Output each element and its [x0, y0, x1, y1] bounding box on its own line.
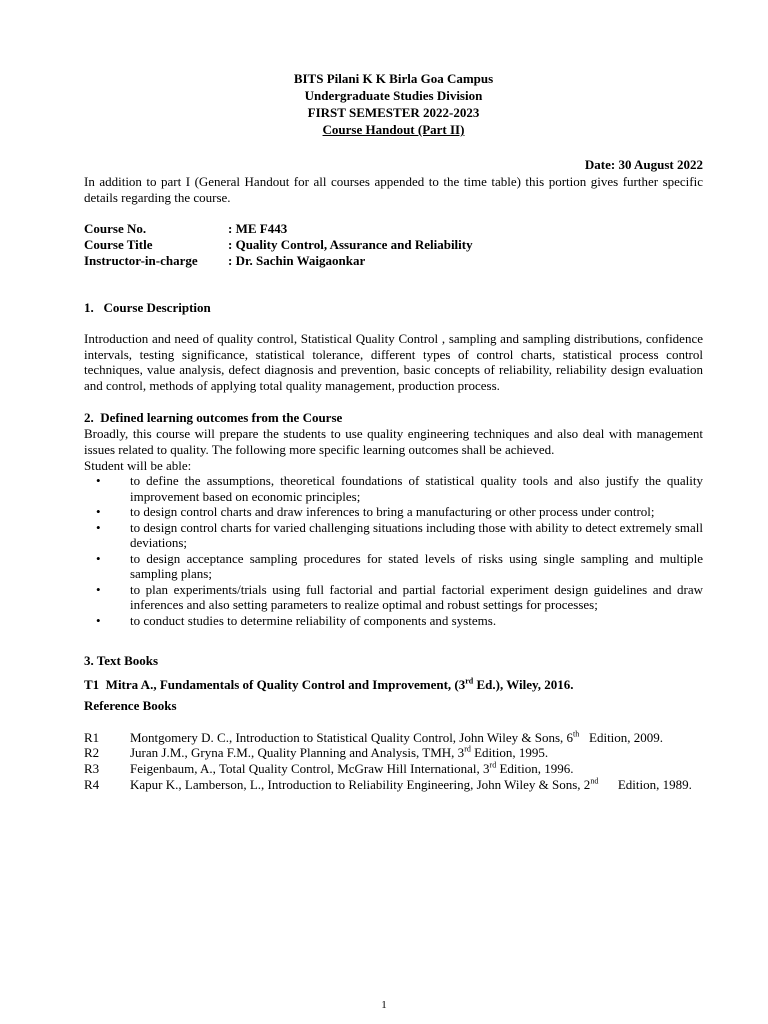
- course-title-label: Course Title: [84, 237, 153, 252]
- learning-outcomes-lead: Student will be able:: [84, 458, 192, 473]
- reference-books-heading: Reference Books: [84, 698, 177, 713]
- list-item: • to conduct studies to determine reliability of components and systems.: [96, 612, 497, 628]
- course-description-heading: 1. Course Description: [84, 300, 211, 315]
- document-page: BITS Pilani K K Birla Goa Campus Undergraduate Studies Division FIRST SEMESTER 2022-2023 Course Handout (Part II) Date: 30 August 2022 In addition to part I (General Handout for all courses appended to the time table) this portion gives further specific details regarding the course. Course No. : ME F443 Course Title : Quality Control, Assurance and Reliability Instructor-in-charge : Dr. Sachin Waigaonkar 1. Course Description Introduction and need of quality control, Statistical Quality Control , sampling and sampling distributions, confidence intervals, testing significance, statistical tolerance, different types of control charts, statistical process control techniques, value analysis, defect diagnosis and prevention, basic concepts of reliability, reliability design evaluation and control, methods of applying total quality management, production process. 2. Defined learning outcomes from the Course Broadly, this course will prepare the students to use quality engineering techniques and also deal with management issues related to quality. The following more specific learning outcomes shall be achieved. Student will be able: • to define the assumptions, theoretical foundations of statistical quality tools and also justify the quality improvement based on economic principles; • to design control charts and draw inferences to bring a manufacturing or other process under control; • to design control charts for varied challenging situations including those with ability to detect extremely small deviations; • to design acceptance sampling procedures for stated levels of risks using single sampling and multiple sampling plans; • to plan experiments/trials using full factorial and partial factorial experiment design guidelines and draw inferences and also setting parameters to realize optimal and robust settings for processes; • to conduct studies to determine reliability of components and systems. 3. Text Books T1 Mitra A., Fundamentals of Quality Control and Improvement, (3rd Ed.), Wiley, 2016. Reference Books R1 Montgomery D. C., Introduction to Statistical Quality Control, John Wiley & Sons, 6th Edition, 2009. R2 Juran J.M., Gryna F.M., Quality Planning and Analysis, TMH, 3rd Edition, 1995. R3 Feigenbaum, A., Total Quality Control, McGraw Hill International, 3rd Edition, 1996. R4 Kapur K., Lamberson, L., Introduction to Reliability Engineering, John Wiley & Sons, 2nd Edition, 1989.: [84, 71, 703, 792]
- learning-outcomes-intro: Broadly, this course will prepare the students to use quality engineering techniques and also deal with management issues related to quality. The following more specific learning outcomes shall be achieved.: [84, 426, 703, 457]
- learning-outcomes-list: [84, 473, 703, 628]
- handout-title: Course Handout (Part II): [322, 122, 465, 137]
- bullet-icon: •: [96, 519, 101, 535]
- list-item: • to design acceptance sampling procedures for stated levels of risks using single sampling and multiple sampling plans;: [96, 550, 703, 581]
- bullet-icon: •: [96, 612, 101, 628]
- semester-title: FIRST SEMESTER 2022-2023: [307, 105, 480, 120]
- reference-code: R2: [84, 745, 100, 760]
- division-title: Undergraduate Studies Division: [304, 88, 483, 103]
- bullet-icon: •: [96, 473, 101, 488]
- list-item: • to plan experiments/trials using full factorial and partial factorial experiment design guidelines and draw inferences and also setting parameters to realize optimal and robust settings for processes;: [96, 581, 703, 612]
- instructor-value: : Dr. Sachin Waigaonkar: [228, 253, 366, 268]
- handout-date: Date: 30 August 2022: [584, 157, 703, 172]
- course-description-body: Introduction and need of quality control, Statistical Quality Control , sampling and sampling distributions, confidence intervals, testing significance, statistical tolerance, different types of control charts, statistical process control techniques, value analysis, defect diagnosis and prevention, basic concepts of reliability, reliability design evaluation and control, methods of applying total quality management, production process.: [84, 331, 703, 393]
- course-title-value: : Quality Control, Assurance and Reliability: [228, 237, 473, 252]
- list-item: • to define the assumptions, theoretical foundations of statistical quality tools and also justify the quality improvement based on economic principles;: [96, 473, 703, 504]
- course-number-value: : ME F443: [228, 221, 288, 236]
- instructor-label: Instructor-in-charge: [84, 253, 198, 268]
- intro-paragraph: In addition to part I (General Handout for all courses appended to the time table) this portion gives further specific details regarding the course.: [84, 174, 703, 205]
- learning-outcomes-heading: 2. Defined learning outcomes from the Course: [84, 410, 343, 425]
- textbook-code: T1: [84, 677, 100, 692]
- reference-code: R4: [84, 777, 100, 792]
- institution-title: BITS Pilani K K Birla Goa Campus: [293, 71, 494, 86]
- text-books-heading: 3. Text Books: [84, 653, 159, 668]
- list-item: • to design control charts for varied challenging situations including those with ability to detect extremely small deviations;: [96, 519, 703, 550]
- course-number-label: Course No.: [84, 221, 147, 236]
- bullet-icon: •: [96, 504, 101, 519]
- reference-code: R3: [84, 761, 100, 776]
- bullet-icon: •: [96, 550, 101, 566]
- list-item: • to design control charts and draw inferences to bring a manufacturing or other process under control;: [96, 504, 655, 519]
- page-number: 1: [381, 999, 387, 1011]
- bullet-icon: •: [96, 581, 101, 597]
- reference-code: R1: [84, 730, 100, 745]
- textbook-entry: T1 Mitra A., Fundamentals of Quality Control and Improvement, (3rd Ed.), Wiley, 2016.: [84, 676, 574, 692]
